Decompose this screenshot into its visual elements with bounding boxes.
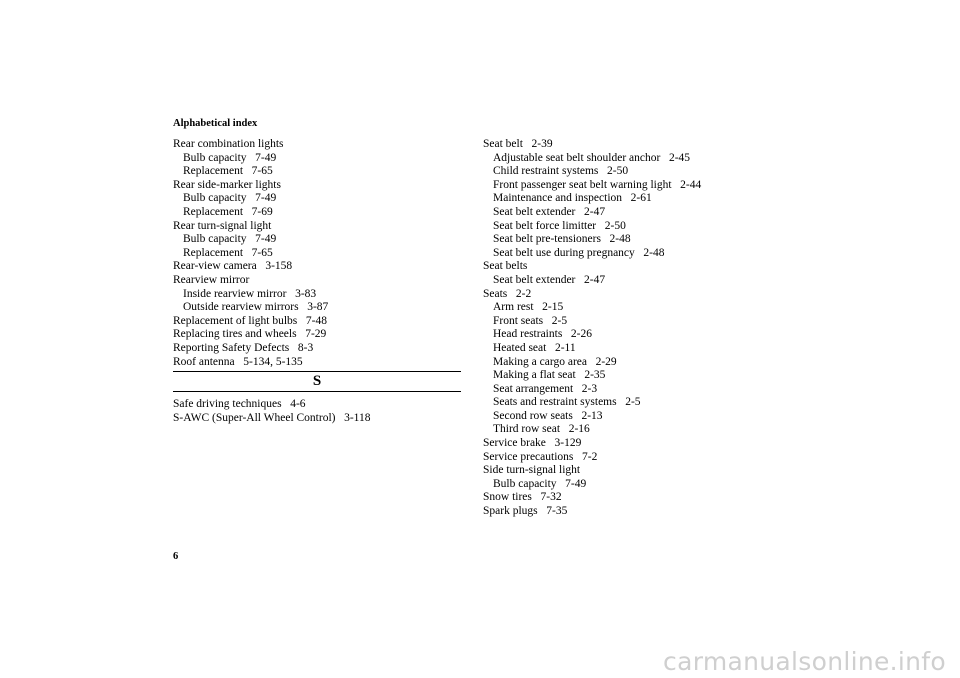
index-entry: Seat belts [483, 260, 528, 273]
index-entry: Spark plugs 7-35 [483, 505, 568, 518]
index-entries-right [483, 138, 783, 519]
index-entry: S-AWC (Super-All Wheel Control) 3-118 [173, 411, 371, 424]
index-subentry: Seat belt extender 2-47 [493, 205, 606, 218]
index-entry: Safe driving techniques 4-6 [173, 398, 306, 411]
index-subentry: Seat arrangement 2-3 [493, 382, 598, 395]
index-entry: Replacement of light bulbs 7-48 [173, 314, 327, 327]
index-subentry: Replacement 7-65 [183, 246, 273, 259]
index-entry: Service precautions 7-2 [483, 450, 598, 463]
index-subentry: Adjustable seat belt shoulder anchor 2-45 [493, 151, 691, 164]
index-subentry: Seat belt use during pregnancy 2-48 [493, 246, 665, 259]
index-subentry: Bulb capacity 7-49 [183, 192, 277, 205]
index-subentry: Making a cargo area 2-29 [493, 355, 617, 368]
page-header-title: Alphabetical index [173, 118, 258, 129]
index-subentry: Bulb capacity 7-49 [183, 233, 277, 246]
index-entry: Side turn-signal light [483, 464, 581, 477]
index-subentry: Second row seats 2-13 [493, 409, 603, 422]
index-subentry: Seats and restraint systems 2-5 [493, 396, 641, 409]
index-entry: Service brake 3-129 [483, 437, 582, 450]
index-subentry: Front passenger seat belt warning light 2-44 [493, 178, 702, 191]
index-subentry: Child restraint systems 2-50 [493, 165, 629, 178]
index-entry: Rearview mirror [173, 273, 250, 286]
index-entry: Replacing tires and wheels 7-29 [173, 328, 327, 341]
index-entry: Rear turn-signal light [173, 219, 272, 232]
index-subentry: Front seats 2-5 [493, 314, 568, 327]
watermark: carmanualsonline.info [663, 647, 946, 676]
index-entry: Rear-view camera 3-158 [173, 260, 293, 273]
index-subentry: Outside rearview mirrors 3-87 [183, 301, 329, 314]
section-letter-s: S [173, 371, 461, 392]
index-subentry: Replacement 7-69 [183, 205, 273, 218]
index-subentry: Bulb capacity 7-49 [493, 477, 587, 490]
index-subentry: Seat belt pre-tensioners 2-48 [493, 233, 631, 246]
index-entry: Rear combination lights [173, 138, 284, 150]
index-subentry: Arm rest 2-15 [493, 301, 564, 314]
index-entry: Roof antenna 5-134, 5-135 [173, 355, 303, 368]
index-entries-left-after [173, 398, 461, 425]
index-column-left [173, 138, 461, 425]
index-column-right [483, 138, 783, 519]
index-subentry: Making a flat seat 2-35 [493, 369, 606, 382]
index-subentry: Heated seat 2-11 [493, 341, 576, 354]
index-entry: Seat belt 2-39 [483, 138, 553, 150]
index-subentry: Seat belt force limitter 2-50 [493, 219, 626, 232]
index-subentry: Inside rearview mirror 3-83 [183, 287, 317, 300]
index-subentry: Bulb capacity 7-49 [183, 151, 277, 164]
index-subentry: Seat belt extender 2-47 [493, 273, 606, 286]
index-subentry: Third row seat 2-16 [493, 423, 590, 436]
index-subentry: Maintenance and inspection 2-61 [493, 192, 652, 205]
page-number: 6 [173, 551, 179, 562]
index-entry: Seats 2-2 [483, 287, 532, 300]
index-entries-left [173, 138, 461, 369]
index-entry: Reporting Safety Defects 8-3 [173, 341, 314, 354]
index-subentry: Head restraints 2-26 [493, 328, 592, 341]
index-entry: Snow tires 7-32 [483, 491, 562, 504]
index-entry: Rear side-marker lights [173, 178, 281, 191]
index-subentry: Replacement 7-65 [183, 165, 273, 178]
